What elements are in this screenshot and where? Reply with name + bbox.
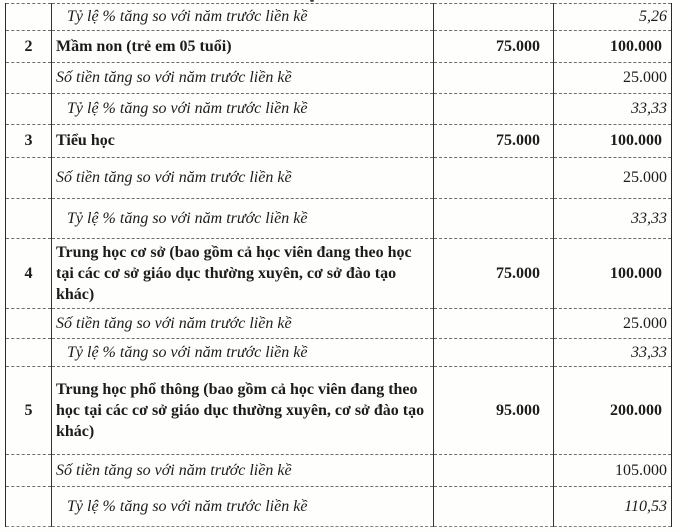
table-row [6,158,672,199]
row-value-col2: 25.000 [554,158,672,199]
row-value-col2: 100.000 [554,31,672,63]
table-row [6,125,672,158]
row-value-col2: 33,33 [554,94,672,125]
row-number: 3 [6,125,52,158]
row-value-col1 [434,63,554,94]
row-value-col1 [434,455,554,487]
row-number [6,63,52,94]
row-value-col2: 110,53 [554,487,672,527]
row-label: Mầm non (trẻ em 05 tuổi) [52,31,434,63]
row-value-col2: 33,33 [554,339,672,367]
table-row [6,487,672,527]
row-number: 2 [6,31,52,63]
row-value-col1 [434,309,554,339]
row-value-col1: 95.000 [434,367,554,455]
row-label: Tiểu học [52,125,434,158]
table-row [6,31,672,63]
row-number: 5 [6,367,52,455]
row-value-col1 [434,94,554,125]
table-row [6,367,672,455]
row-number [6,158,52,199]
row-value-col2: 33,33 [554,199,672,239]
row-value-col2: 100.000 [554,239,672,309]
row-value-col1 [434,158,554,199]
row-label: Số tiền tăng so với năm trước liền kề [52,309,434,339]
row-label: Tỷ lệ % tăng so với năm trước liền kề [52,94,434,125]
row-number [6,199,52,239]
table-row [6,455,672,487]
row-value-col2: 100.000 [554,125,672,158]
row-value-col1 [434,487,554,527]
row-number [6,339,52,367]
row-number [6,455,52,487]
fee-table-body [6,4,672,527]
row-label: Tỷ lệ % tăng so với năm trước liền kề [52,487,434,527]
row-value-col1: 75.000 [434,125,554,158]
table-row [6,94,672,125]
row-label: Tỷ lệ % tăng so với năm trước liền kề [52,339,434,367]
row-value-col2: 25.000 [554,63,672,94]
row-value-col1 [434,339,554,367]
row-value-col1 [434,4,554,31]
row-label: Số tiền tăng so với năm trước liền kề [52,63,434,94]
table-row [6,309,672,339]
row-label: Tỷ lệ % tăng so với năm trước liền kề [52,199,434,239]
row-label: Số tiền tăng so với năm trước liền kề [52,158,434,199]
cut-off-text-fragment [310,0,314,2]
fee-table [5,3,672,527]
table-row [6,239,672,309]
row-value-col2: 5,26 [554,4,672,31]
row-label: Trung học cơ sở (bao gồm cả học viên đang theo học tại các cơ sở giáo dục thường xuyên, cơ sở đào tạo khác) [52,239,434,309]
table-row [6,63,672,94]
row-value-col1: 75.000 [434,31,554,63]
row-value-col2: 200.000 [554,367,672,455]
row-number [6,309,52,339]
row-number [6,4,52,31]
row-label: Số tiền tăng so với năm trước liền kề [52,455,434,487]
row-value-col2: 105.000 [554,455,672,487]
table-row [6,4,672,31]
row-number [6,94,52,125]
row-label: Trung học phổ thông (bao gồm cả học viên đang theo học tại các cơ sở giáo dục thường xuyên, cơ sở đào tạo khác) [52,367,434,455]
row-number [6,487,52,527]
row-label: Tỷ lệ % tăng so với năm trước liền kề [52,4,434,31]
row-value-col2: 25.000 [554,309,672,339]
table-row [6,339,672,367]
row-value-col1: 75.000 [434,239,554,309]
row-number: 4 [6,239,52,309]
row-value-col1 [434,199,554,239]
table-row [6,199,672,239]
